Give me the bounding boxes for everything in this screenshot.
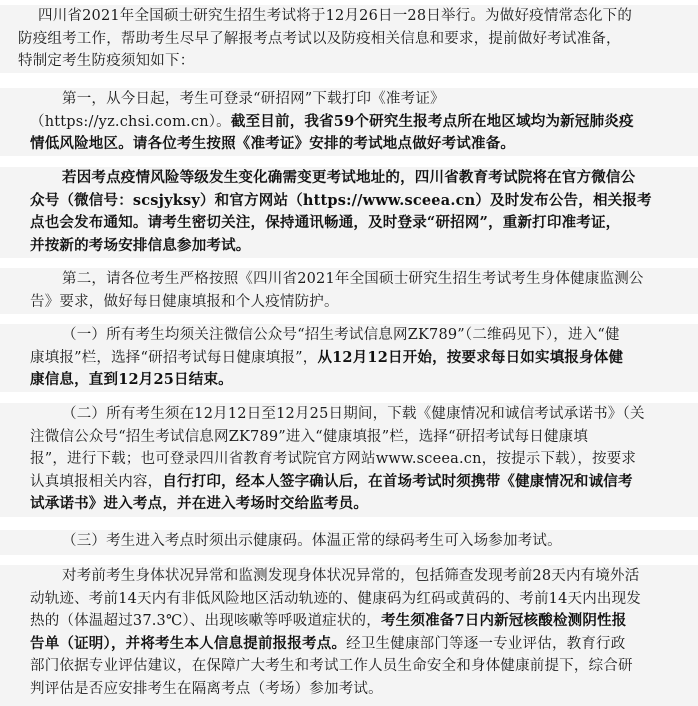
abnormal-line-4-plain: 经卫生健康部门等逐一专业评估，教育行政 bbox=[346, 635, 626, 652]
second-line-2: 告》要求，做好每日健康填报和个人疫情防护。 bbox=[30, 293, 339, 310]
commit-line-3: 报”，进行下载；也可登录四川省教育考试院官方网站www.sceea.cn，按提示下载），按要求 bbox=[30, 451, 637, 467]
abnormal-line-4-bold: 告单（证明），并将考生本人信息提前报报考点。 bbox=[30, 634, 347, 652]
paragraph-health-report bbox=[0, 324, 698, 392]
paragraph-first bbox=[0, 88, 698, 156]
intro-line-2: 防疫组考工作，帮助考生尽早了解报考点考试以及防疫相关信息和要求，提前做好考试准备， bbox=[18, 30, 621, 47]
commit-line-4-plain: 认真填报相关内容， bbox=[30, 473, 163, 490]
paragraph-abnormal bbox=[0, 565, 698, 706]
paragraph-commitment bbox=[0, 403, 698, 517]
commit-line-1: （二）所有考生须在12月12日至12月25日期间，下载《健康情况和诚信考试承诺书》（关 bbox=[62, 406, 645, 422]
commit-line-2: 注微信公众号“招生考试信息网ZK789”进入“健康填报”栏，选择“研招考试每日健康填 bbox=[30, 428, 589, 445]
intro-line-3: 特制定考生防疫须知如下： bbox=[18, 53, 195, 69]
abnormal-line-3-plain: 热的（体温超过37.3℃）、出现咳嗽等呼吸道症状的， bbox=[30, 613, 381, 629]
change-line-3: 点也会发布通知。请考生密切关注，保持通讯畅通，及时登录“研招网”，重新打印准考证， bbox=[30, 214, 621, 231]
health-line-1: （一）所有考生均须关注微信公众号“招生考试信息网ZK789”（二维码见下），进入“健 bbox=[62, 327, 620, 343]
first-line-1: 第一，从今日起，考生可登录“研招网”下载打印《准考证》 bbox=[62, 91, 445, 107]
abnormal-line-3-bold: 考生须准备7日内新冠核酸检测阴性报 bbox=[380, 612, 627, 629]
commit-line-4 bbox=[30, 471, 698, 494]
second-line-1: 第二，请各位考生严格按照《四川省2021年全国硕士研究生招生考试考生身体健康监测公 bbox=[62, 271, 644, 287]
paragraph-second bbox=[0, 268, 698, 314]
paragraph-address-change bbox=[0, 167, 698, 258]
health-line-2-plain: 康填报”栏，选择“研招考试每日健康填报”， bbox=[30, 349, 318, 366]
paragraph-intro bbox=[0, 5, 698, 73]
paragraph-health-code bbox=[0, 530, 698, 555]
first-line-2-bold: 截至目前，我省59个研究生报考点所在地区域均为新冠肺炎疫 bbox=[230, 112, 634, 130]
abnormal-line-6: 判评估是否应安排考生在隔离考点（考场）参加考试。 bbox=[30, 680, 383, 697]
intro-line-1: 四川省2021年全国硕士研究生招生考试将于12月26日一28日举行。为做好疫情常态化下的 bbox=[38, 8, 633, 24]
first-line-2 bbox=[30, 111, 698, 134]
first-line-2-url: （https://yz.chsi.com.cn）。 bbox=[30, 113, 231, 130]
commit-line-4-bold: 自行打印，经本人签字确认后，在首场考试时须携带《健康情况和诚信考 bbox=[162, 472, 633, 490]
first-line-3: 情低风险地区。请各位考生按照《准考证》安排的考试地点做好考试准备。 bbox=[30, 135, 516, 152]
health-line-3: 康信息，直到12月25日结束。 bbox=[30, 371, 233, 388]
abnormal-line-2: 动轨迹、考前14天内有非低风险地区活动轨迹的、健康码为红码或黄码的、考前14天内出现发 bbox=[30, 590, 641, 607]
health-line-2-bold: 从12月12日开始，按要求每日如实填报身体健 bbox=[317, 348, 624, 366]
abnormal-line-4 bbox=[30, 633, 698, 656]
health-line-2 bbox=[30, 347, 698, 370]
abnormal-line-5: 部门依据专业评估建议，在保障广大考生和考试工作人员生命安全和身体健康前提下，综合研 bbox=[30, 658, 633, 674]
change-line-2: 众号（微信号：scsjyksy）和官方网站（https://www.sceea.cn）及时发布公告，相关报考 bbox=[30, 191, 652, 209]
change-line-1: 若因考点疫情风险等级发生变化确需变更考试地址的，四川省教育考试院将在官方微信公 bbox=[62, 169, 636, 186]
abnormal-line-1: 对考前考生身体状况异常和监测发现身体状况异常的，包括筛查发现考前28天内有境外活 bbox=[62, 568, 640, 584]
commit-line-5: 试承诺书》进入考点，并在进入考场时交给监考员。 bbox=[30, 495, 369, 512]
change-line-4: 并按新的考场安排信息参加考试。 bbox=[30, 236, 251, 254]
code-line-1: （三）考生进入考点时须出示健康码。体温正常的绿码考生可入场参加考试。 bbox=[62, 533, 562, 549]
abnormal-line-3 bbox=[30, 610, 698, 633]
